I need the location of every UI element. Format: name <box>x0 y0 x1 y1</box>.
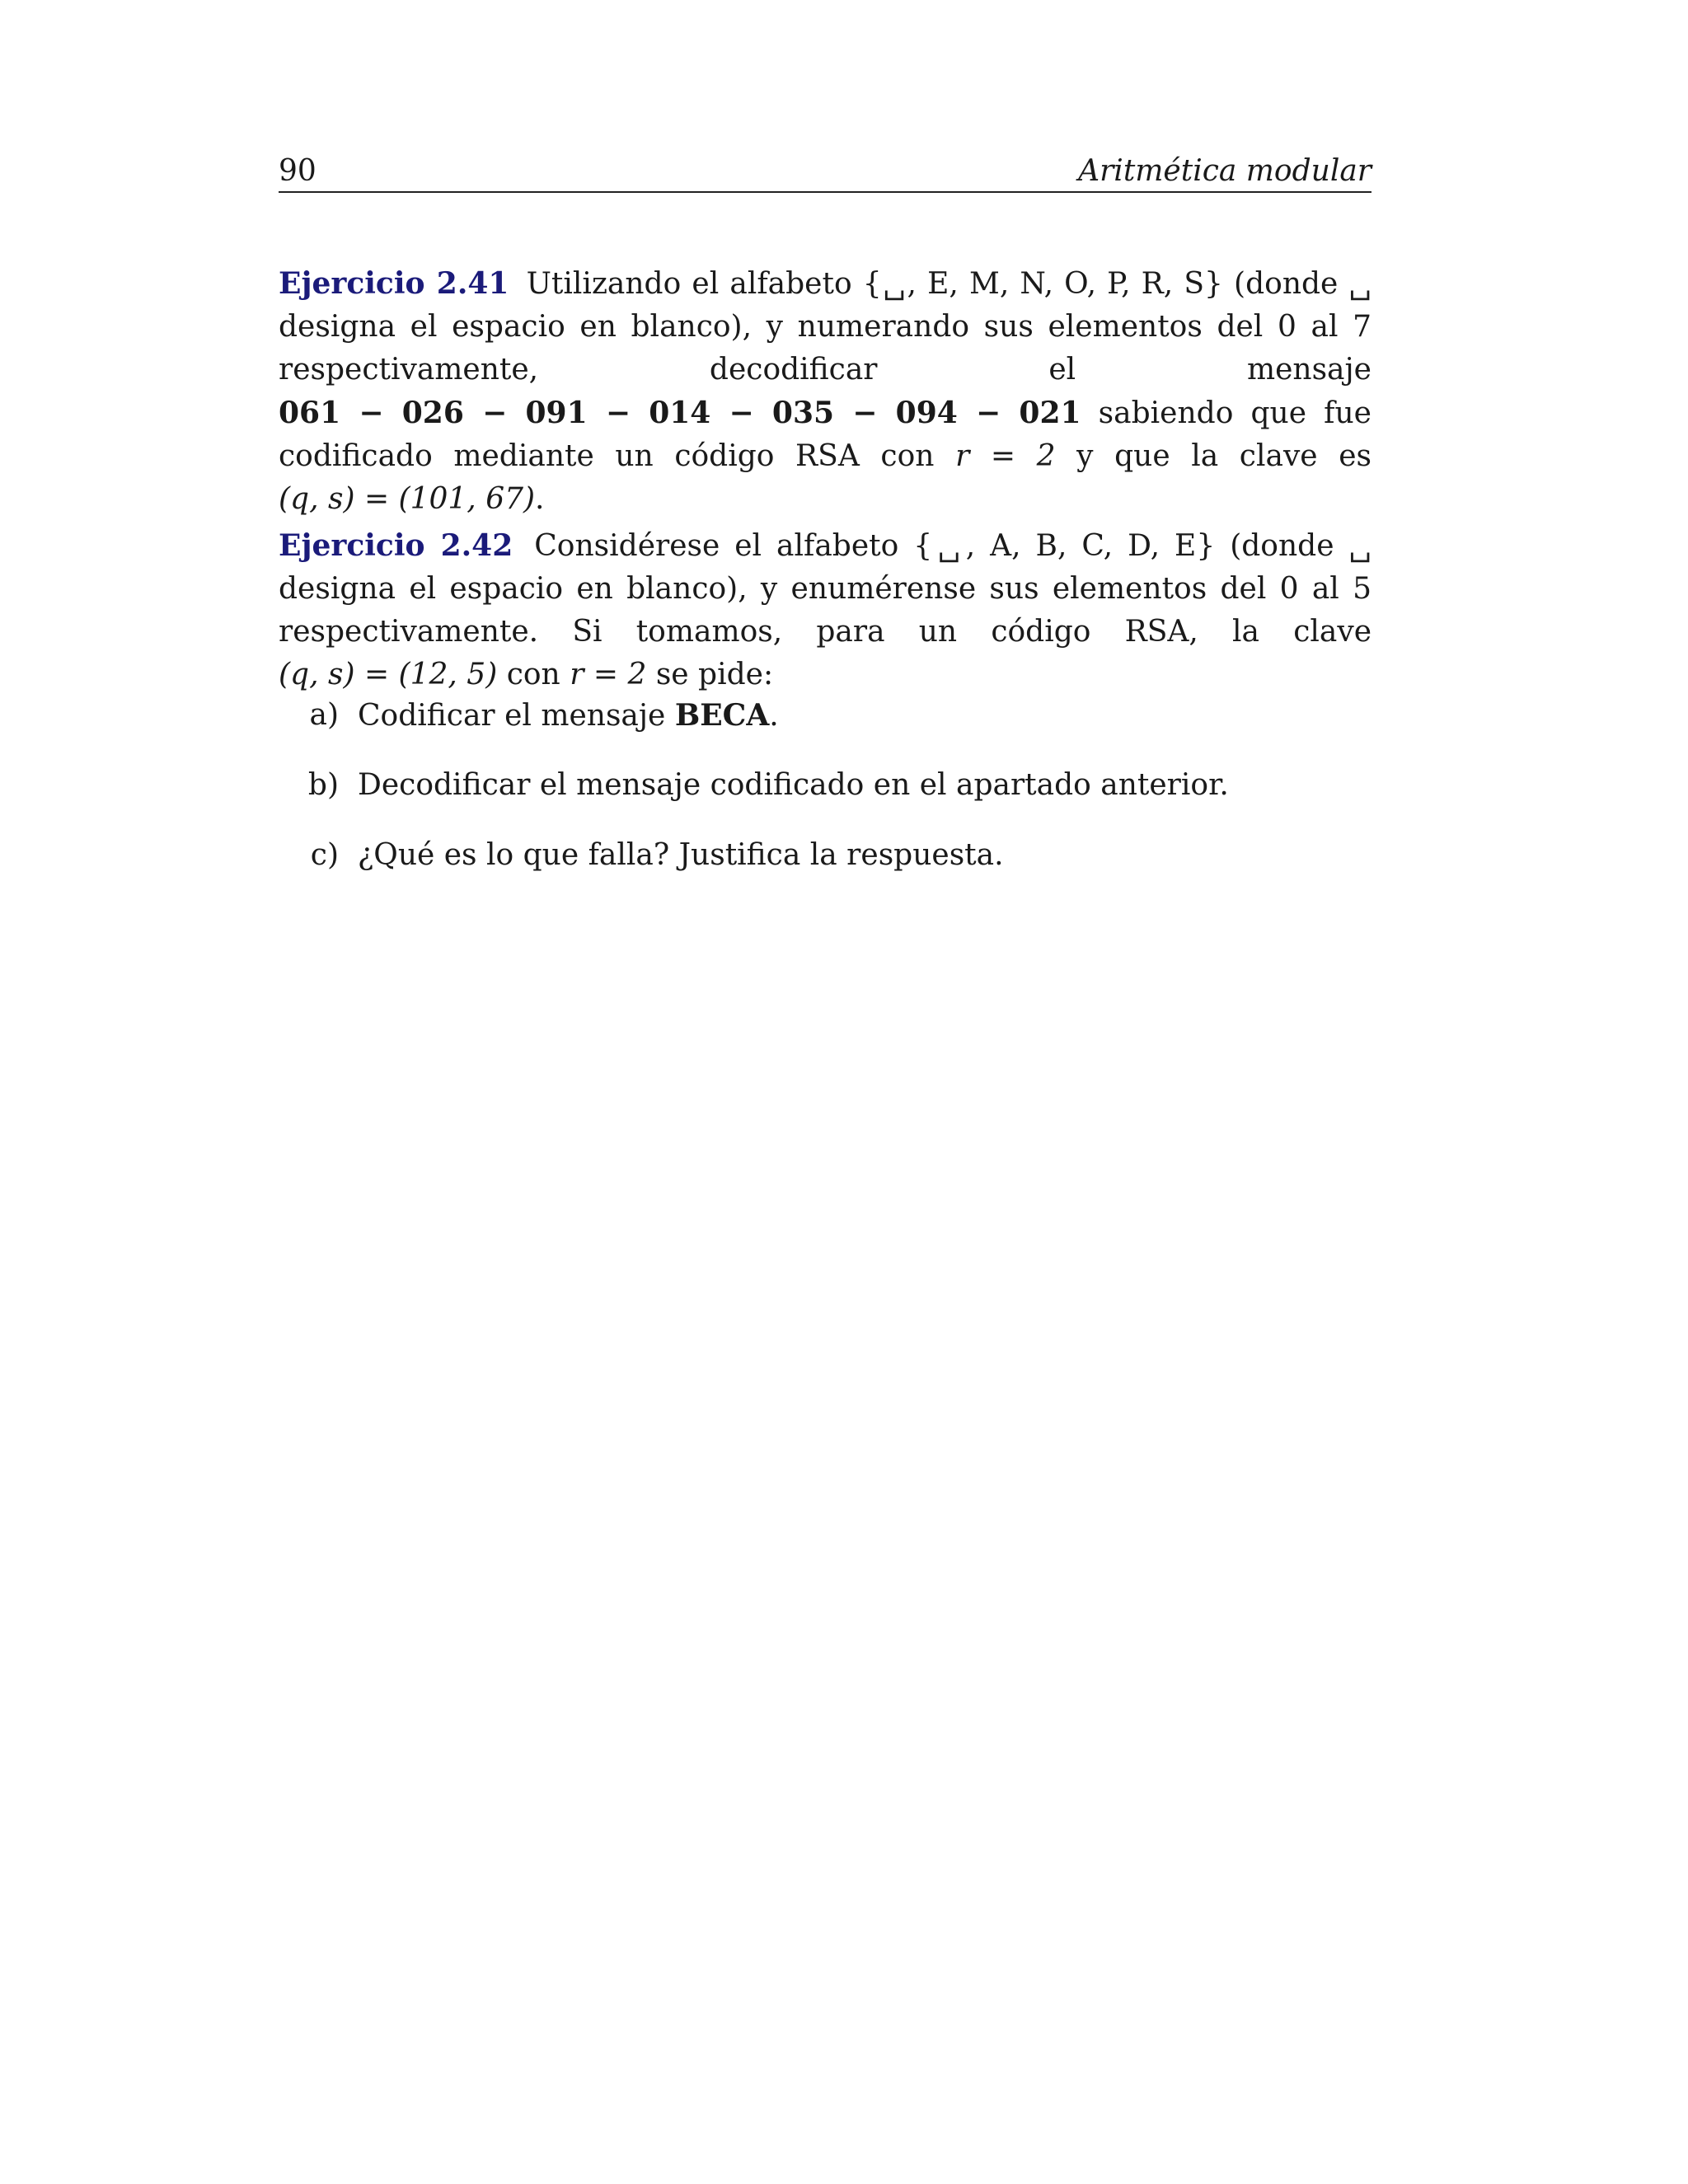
item-bold-word: BECA <box>674 698 770 733</box>
math-r: r = 2 <box>955 439 1056 473</box>
math-key: (q, s) = (101, 67) <box>279 482 536 516</box>
exercise-text: sabiendo que fue codificado mediante un código RSA con <box>279 396 1372 473</box>
exercise-text: se pide: <box>655 658 774 691</box>
exercise-2-42 <box>279 524 1372 696</box>
exercise-text: Utilizando el alfabeto {␣, E, M, N, O, P, R, S} (donde ␣ designa el espacio en blanco), y numerando sus elementos del 0 al 7 respectivamente, decodificar el mensaje <box>279 267 1372 387</box>
exercise-text: con <box>506 658 560 691</box>
item-marker: a) <box>309 698 339 732</box>
item-marker: c) <box>310 838 339 872</box>
exercise-2-42-items <box>279 694 1372 904</box>
item-text <box>358 694 779 738</box>
item-text: ¿Qué es lo que falla? Justifica la respuesta. <box>358 838 1004 872</box>
item-marker: b) <box>307 768 339 802</box>
item-text: Decodificar el mensaje codificado en el apartado anterior. <box>358 768 1229 802</box>
item-text-main: Codificar el mensaje <box>358 699 666 733</box>
list-item <box>279 694 1372 737</box>
math-key: (q, s) = (12, 5) <box>279 658 498 691</box>
punctuation: . <box>535 482 545 516</box>
page-number: 90 <box>279 154 316 188</box>
list-item <box>279 834 1372 877</box>
running-title: Aritmética modular <box>1078 154 1372 188</box>
page-header <box>279 153 1372 193</box>
punctuation: . <box>769 699 779 733</box>
exercise-2-41 <box>279 262 1372 521</box>
exercise-text: y que la clave es <box>1076 439 1372 473</box>
exercise-label: Ejercicio 2.41 <box>279 266 509 301</box>
exercise-text: Considérese el alfabeto {␣, A, B, C, D, E} (donde ␣ designa el espacio en blanco), y enumérense sus elementos del 0 al 5 respectivamente. Si tomamos, para un código RSA, la clave <box>279 529 1372 649</box>
math-r: r = 2 <box>570 658 647 691</box>
encoded-message: 061 − 026 − 091 − 014 − 035 − 094 − 021 <box>279 396 1081 430</box>
exercise-label: Ejercicio 2.42 <box>279 528 513 563</box>
list-item <box>279 764 1372 807</box>
